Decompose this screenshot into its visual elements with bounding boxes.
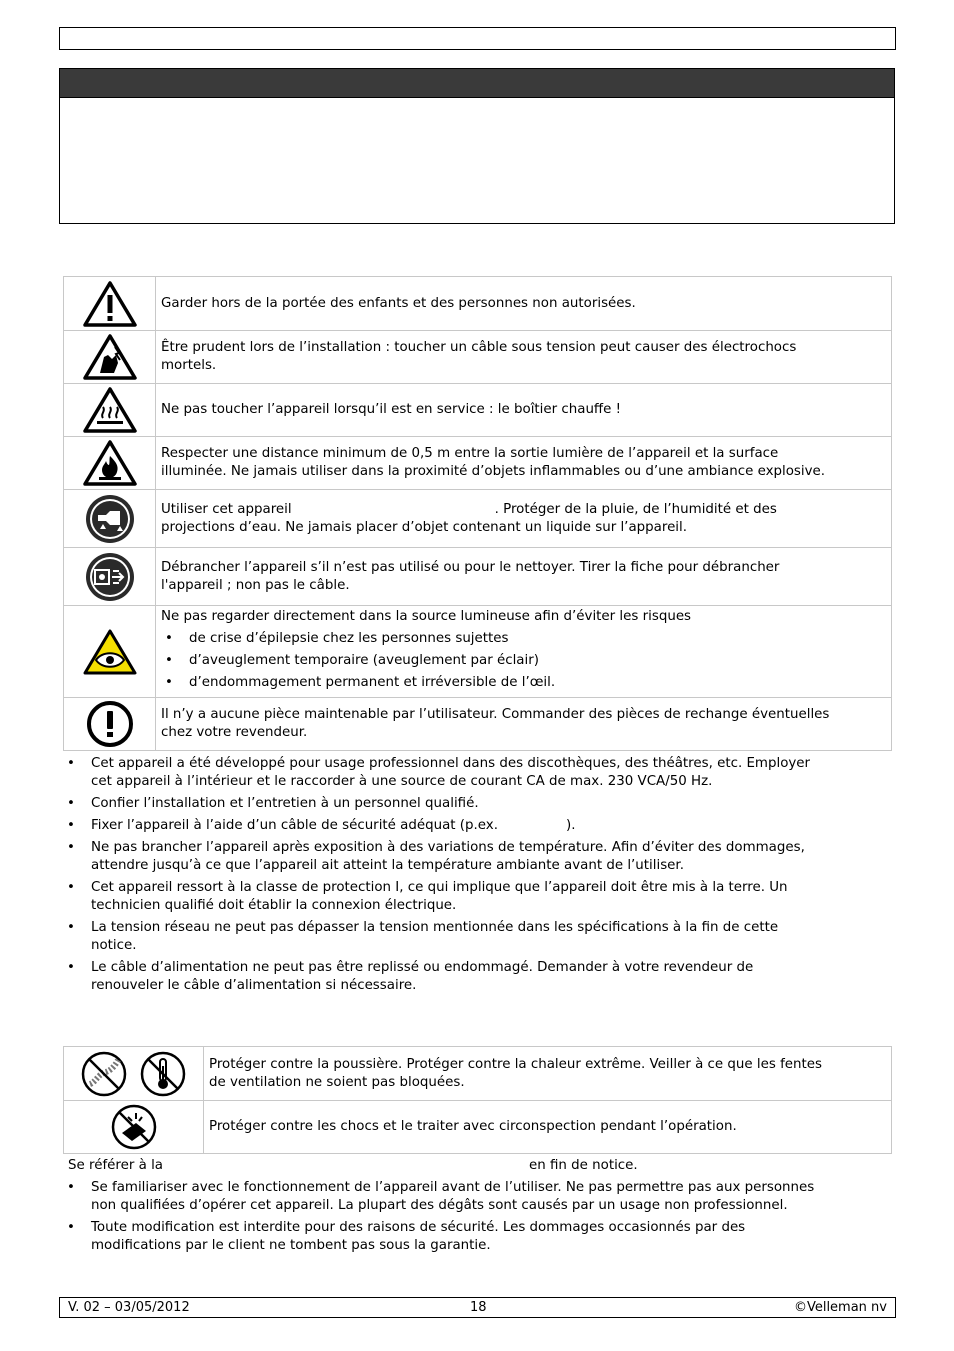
table-row xyxy=(64,277,892,331)
table-row-text: . Protéger de la pluie, de l’humidité et des xyxy=(494,501,777,517)
list-item-text: La tension réseau ne peut pas dépasser la tension mentionnée dans les spécifications à la fin de cette xyxy=(91,920,779,935)
bullet: • xyxy=(165,631,173,646)
safety-bullet-list xyxy=(63,755,893,999)
no-user-serviceable-icon xyxy=(64,698,156,751)
bullet: • xyxy=(67,818,75,833)
table-row xyxy=(64,1047,892,1101)
bullet: • xyxy=(67,796,75,811)
bullet: • xyxy=(165,675,173,690)
list-item xyxy=(161,674,885,692)
list-item-text: cet appareil à l’intérieur et le raccorder à une source de courant CA de max. 230 VCA/50 Hz. xyxy=(91,774,713,789)
table-row-text: de ventilation ne soient pas bloquées. xyxy=(209,1074,465,1090)
table-row xyxy=(64,606,892,698)
final-bullet-list xyxy=(63,1179,893,1259)
list-item xyxy=(63,1219,893,1255)
no-shock-icon xyxy=(64,1101,204,1154)
guidelines-table xyxy=(63,1046,892,1154)
list-item xyxy=(161,630,885,648)
bullet: • xyxy=(67,960,75,975)
list-item xyxy=(63,879,893,915)
table-row-text: Ne pas toucher l’appareil lorsqu’il est en service : le boîtier chauffe ! xyxy=(161,402,622,417)
bullet: • xyxy=(67,756,75,771)
warning-triangle-icon xyxy=(64,277,156,331)
unplug-icon xyxy=(64,548,156,606)
table-row-text: Être prudent lors de l’installation : toucher un câble sous tension peut causer des électrochocs xyxy=(161,340,797,355)
bullet: • xyxy=(67,840,75,855)
no-dust-icon xyxy=(80,1050,128,1098)
footer-page-number: 18 xyxy=(470,1300,487,1315)
flammable-fire-icon xyxy=(64,437,156,490)
table-row-text: illuminée. Ne jamais utiliser dans la proximité d’objets inflammables ou d’une ambiance explosive. xyxy=(161,464,826,479)
table-row xyxy=(64,331,892,384)
list-item xyxy=(63,795,893,813)
eye-hazard-icon xyxy=(64,606,156,698)
table-row-text: Ne pas regarder directement dans la source lumineuse afin d’éviter les risques xyxy=(161,609,692,624)
table-row xyxy=(64,490,892,548)
table-row-text: Utiliser cet appareil xyxy=(161,501,292,517)
list-item xyxy=(63,839,893,875)
list-item-text: d’aveuglement temporaire (aveuglement par éclair) xyxy=(189,653,539,668)
table-row-text: l'appareil ; non pas le câble. xyxy=(161,577,350,593)
refer-text: Se référer à la xyxy=(68,1158,163,1173)
table-row-text: Protéger contre la poussière. Protéger contre la chaleur extrême. Veiller à ce que les fentes xyxy=(209,1056,822,1072)
list-item-text: Ne pas brancher l’appareil après exposition à des variations de température. Afin d’éviter des dommages, xyxy=(91,840,805,855)
list-item-text: Confier l’installation et l’entretien à un personnel qualifié. xyxy=(91,796,479,811)
table-row xyxy=(64,548,892,606)
safety-table xyxy=(63,276,892,751)
list-item-text: d’endommagement permanent et irréversible de l’œil. xyxy=(189,675,556,690)
no-heat-icon xyxy=(139,1050,187,1098)
list-item-text: Toute modification est interdite pour des raisons de sécurité. Les dommages occasionnés par des xyxy=(91,1220,746,1235)
guidelines-icons-cell xyxy=(64,1047,204,1101)
list-item xyxy=(63,919,893,955)
electric-shock-hand-icon xyxy=(64,331,156,384)
list-item-text: renouveler le câble d’alimentation si nécessaire. xyxy=(91,978,417,993)
list-item xyxy=(63,959,893,995)
table-row-text: projections d’eau. Ne jamais placer d’objet contenant un liquide sur l’appareil. xyxy=(161,519,688,535)
table-row xyxy=(64,698,892,751)
list-item-text: attendre jusqu’à ce que l’appareil ait atteint la température ambiante avant de l’utiliser. xyxy=(91,858,684,873)
table-row-text: Protéger contre les chocs et le traiter avec circonspection pendant l’opération. xyxy=(209,1119,737,1134)
list-item-text: modifications par le client ne tombent pas sous la garantie. xyxy=(91,1238,491,1253)
list-item-text: Le câble d’alimentation ne peut pas être replissé ou endommagé. Demander à votre revendeur de xyxy=(91,960,754,975)
list-item-text: Cet appareil a été développé pour usage professionnel dans des discothèques, des théâtres, etc. Employer xyxy=(91,756,811,771)
table-row-text: chez votre revendeur. xyxy=(161,725,308,740)
table-row-text: Il n’y a aucune pièce maintenable par l’utilisateur. Commander des pièces de rechange éventuelles xyxy=(161,707,830,722)
footer-version: V. 02 – 03/05/2012 xyxy=(68,1300,190,1315)
table-row xyxy=(64,437,892,490)
bullet: • xyxy=(67,1220,75,1235)
bullet: • xyxy=(67,1180,75,1195)
list-item-text: technicien qualifié doit établir la connexion électrique. xyxy=(91,898,457,913)
bullet: • xyxy=(165,653,173,668)
table-row-text: Respecter une distance minimum de 0,5 m entre la sortie lumière de l’appareil et la surface xyxy=(161,446,779,461)
table-row-text: Garder hors de la portée des enfants et des personnes non autorisées. xyxy=(161,295,636,311)
section-title-bar xyxy=(60,69,894,98)
header-bar xyxy=(59,27,896,50)
list-item-text: Se familiariser avec le fonctionnement de l’appareil avant de l’utiliser. Ne pas permettre pas aux personnes xyxy=(91,1180,815,1195)
refer-line xyxy=(68,1157,638,1175)
list-item xyxy=(63,817,893,835)
table-row-text: mortels. xyxy=(161,358,217,373)
list-item xyxy=(161,652,885,670)
page-footer xyxy=(59,1297,896,1318)
bullet: • xyxy=(67,880,75,895)
hot-surface-icon xyxy=(64,384,156,437)
list-item xyxy=(63,755,893,791)
list-item-text: Cet appareil ressort à la classe de protection I, ce qui implique que l’appareil doit être mis à la terre. Un xyxy=(91,880,788,895)
footer-copyright: ©Velleman nv xyxy=(793,1300,887,1315)
section-box xyxy=(59,68,895,224)
list-item-text: non qualifiées d’opérer cet appareil. La plupart des dégâts sont causés par un usage non professionnel. xyxy=(91,1198,788,1213)
bullet: • xyxy=(67,920,75,935)
list-item-text: ). xyxy=(565,818,576,833)
table-row xyxy=(64,1101,892,1154)
list-item xyxy=(63,1179,893,1215)
indoor-use-only-icon xyxy=(64,490,156,548)
table-row-text: Débrancher l’appareil s’il n’est pas utilisé ou pour le nettoyer. Tirer la fiche pour débrancher xyxy=(161,559,780,575)
list-item-text: de crise d’épilepsie chez les personnes sujettes xyxy=(189,631,509,646)
table-row xyxy=(64,384,892,437)
refer-text: en fin de notice. xyxy=(529,1158,638,1173)
list-item-text: notice. xyxy=(91,938,137,953)
list-item-text: Fixer l’appareil à l’aide d’un câble de sécurité adéquat (p.ex. xyxy=(91,818,498,833)
